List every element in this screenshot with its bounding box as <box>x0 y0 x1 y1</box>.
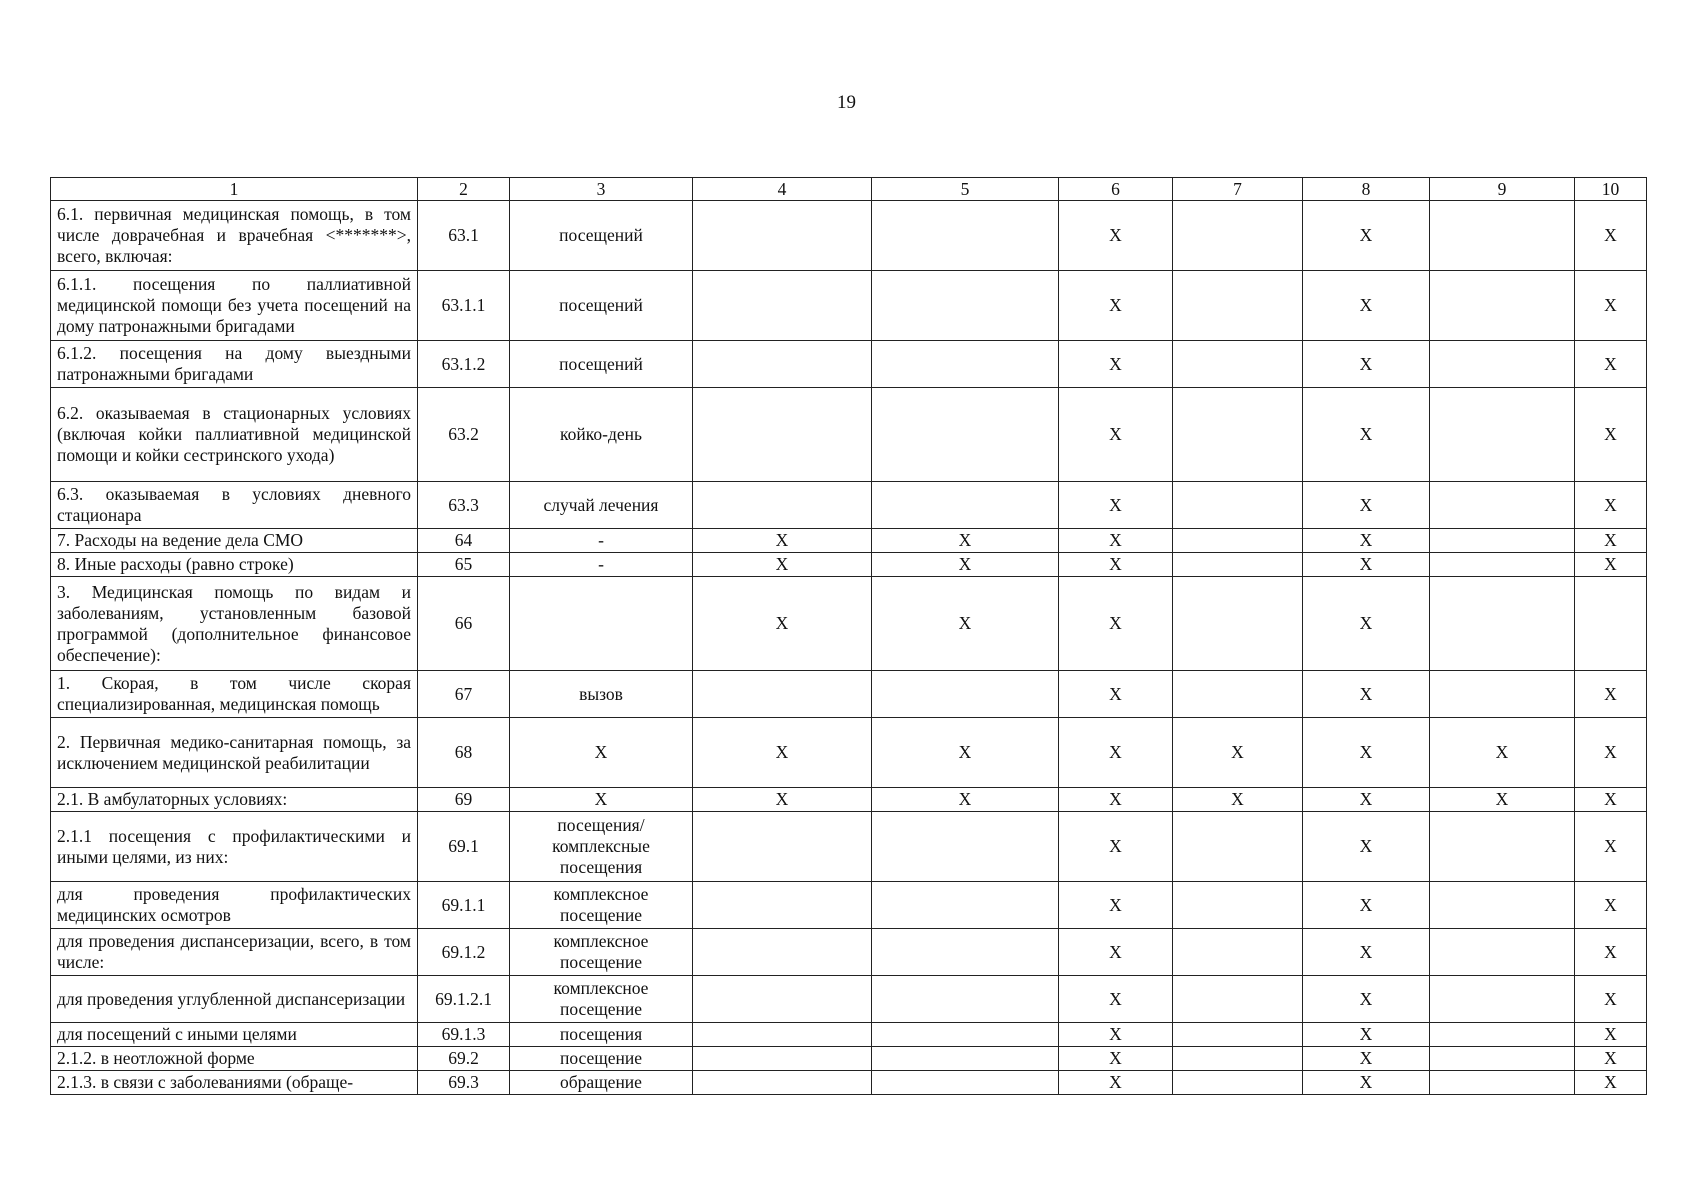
cell-col-4 <box>693 1023 872 1047</box>
row-code: 69.1.2.1 <box>418 976 510 1023</box>
row-code: 63.3 <box>418 482 510 529</box>
cell-col-5: X <box>872 788 1059 812</box>
cell-col-9 <box>1430 553 1575 577</box>
cell-col-10: X <box>1575 341 1647 388</box>
cell-col-7 <box>1173 929 1303 976</box>
cell-col-8: X <box>1303 1071 1430 1095</box>
column-number: 6 <box>1059 178 1173 201</box>
row-unit: посещений <box>510 201 693 271</box>
cell-col-8: X <box>1303 788 1430 812</box>
cell-col-6: X <box>1059 929 1173 976</box>
cell-col-5: X <box>872 577 1059 671</box>
row-unit: посещение <box>510 1047 693 1071</box>
row-name: 2.1. В амбулаторных условиях: <box>51 788 418 812</box>
row-unit <box>510 577 693 671</box>
column-number: 8 <box>1303 178 1430 201</box>
cell-col-9 <box>1430 577 1575 671</box>
cell-col-9 <box>1430 671 1575 718</box>
cell-col-4 <box>693 671 872 718</box>
page-number: 19 <box>837 92 856 113</box>
row-unit: случай лечения <box>510 482 693 529</box>
table-row <box>51 671 1647 718</box>
cell-col-9 <box>1430 482 1575 529</box>
row-code: 65 <box>418 553 510 577</box>
cell-col-10: X <box>1575 529 1647 553</box>
row-code: 67 <box>418 671 510 718</box>
row-code: 64 <box>418 529 510 553</box>
table-row <box>51 388 1647 482</box>
row-unit: комплексное посещение <box>510 929 693 976</box>
row-unit: X <box>510 788 693 812</box>
cell-col-7: X <box>1173 718 1303 788</box>
cell-col-4 <box>693 1047 872 1071</box>
column-number: 7 <box>1173 178 1303 201</box>
cell-col-7 <box>1173 388 1303 482</box>
cell-col-8: X <box>1303 1023 1430 1047</box>
cell-col-9 <box>1430 388 1575 482</box>
cell-col-6: X <box>1059 1047 1173 1071</box>
row-code: 63.1 <box>418 201 510 271</box>
row-unit: посещения <box>510 1023 693 1047</box>
table-row <box>51 529 1647 553</box>
cell-col-8: X <box>1303 553 1430 577</box>
cell-col-9 <box>1430 812 1575 882</box>
cell-col-4: X <box>693 529 872 553</box>
column-number: 4 <box>693 178 872 201</box>
table-row <box>51 788 1647 812</box>
cell-col-10: X <box>1575 671 1647 718</box>
row-name: 1. Скорая, в том числе скорая специализированная, медицинская помощь <box>51 671 418 718</box>
cell-col-8: X <box>1303 882 1430 929</box>
cell-col-6: X <box>1059 882 1173 929</box>
cell-col-6: X <box>1059 577 1173 671</box>
cell-col-7: X <box>1173 788 1303 812</box>
cell-col-10 <box>1575 577 1647 671</box>
cell-col-9 <box>1430 976 1575 1023</box>
cell-col-4 <box>693 812 872 882</box>
row-unit: X <box>510 718 693 788</box>
row-name: 6.1. первичная медицинская помощь, в том числе доврачебная и врачебная <*******>, всего, включая: <box>51 201 418 271</box>
cell-col-7 <box>1173 341 1303 388</box>
row-unit: посещений <box>510 271 693 341</box>
cell-col-8: X <box>1303 976 1430 1023</box>
cell-col-10: X <box>1575 929 1647 976</box>
financial-table <box>50 177 1647 1095</box>
cell-col-6: X <box>1059 271 1173 341</box>
column-number: 2 <box>418 178 510 201</box>
row-name: 6.2. оказываемая в стационарных условиях (включая койки паллиативной медицинской помощи и койки сестринского ухода) <box>51 388 418 482</box>
row-unit: комплексное посещение <box>510 976 693 1023</box>
row-unit: комплексное посещение <box>510 882 693 929</box>
cell-col-5 <box>872 1023 1059 1047</box>
table-row <box>51 482 1647 529</box>
cell-col-4 <box>693 1071 872 1095</box>
row-code: 66 <box>418 577 510 671</box>
cell-col-7 <box>1173 577 1303 671</box>
cell-col-8: X <box>1303 718 1430 788</box>
row-unit: обращение <box>510 1071 693 1095</box>
cell-col-10: X <box>1575 788 1647 812</box>
row-code: 69.3 <box>418 1071 510 1095</box>
cell-col-10: X <box>1575 1023 1647 1047</box>
cell-col-5: X <box>872 553 1059 577</box>
cell-col-8: X <box>1303 529 1430 553</box>
cell-col-9 <box>1430 341 1575 388</box>
cell-col-6: X <box>1059 671 1173 718</box>
cell-col-7 <box>1173 1023 1303 1047</box>
cell-col-8: X <box>1303 671 1430 718</box>
row-name: 2.1.3. в связи с заболеваниями (обраще- <box>51 1071 418 1095</box>
table-row <box>51 1071 1647 1095</box>
row-name: 3. Медицинская помощь по видам и заболеваниям, установленным базовой программой (дополнительное финансовое обеспечение): <box>51 577 418 671</box>
cell-col-4 <box>693 482 872 529</box>
row-code: 68 <box>418 718 510 788</box>
cell-col-7 <box>1173 271 1303 341</box>
column-number: 10 <box>1575 178 1647 201</box>
cell-col-9: X <box>1430 718 1575 788</box>
table-row <box>51 882 1647 929</box>
table-row <box>51 718 1647 788</box>
cell-col-7 <box>1173 529 1303 553</box>
cell-col-10: X <box>1575 201 1647 271</box>
row-code: 69 <box>418 788 510 812</box>
cell-col-6: X <box>1059 553 1173 577</box>
cell-col-6: X <box>1059 1071 1173 1095</box>
cell-col-9 <box>1430 201 1575 271</box>
row-unit: вызов <box>510 671 693 718</box>
cell-col-10: X <box>1575 976 1647 1023</box>
cell-col-5 <box>872 341 1059 388</box>
cell-col-8: X <box>1303 201 1430 271</box>
row-code: 69.2 <box>418 1047 510 1071</box>
row-name: 6.1.2. посещения на дому выездными патронажными бригадами <box>51 341 418 388</box>
cell-col-7 <box>1173 1071 1303 1095</box>
row-unit: койко-день <box>510 388 693 482</box>
cell-col-8: X <box>1303 929 1430 976</box>
row-code: 69.1 <box>418 812 510 882</box>
cell-col-4 <box>693 271 872 341</box>
row-name: 2.1.1 посещения с профилактическими и иными целями, из них: <box>51 812 418 882</box>
cell-col-6: X <box>1059 482 1173 529</box>
table-row <box>51 553 1647 577</box>
row-code: 69.1.3 <box>418 1023 510 1047</box>
table-body <box>51 201 1647 1095</box>
cell-col-9 <box>1430 1023 1575 1047</box>
cell-col-7 <box>1173 1047 1303 1071</box>
table-row <box>51 976 1647 1023</box>
cell-col-5 <box>872 388 1059 482</box>
table-row <box>51 341 1647 388</box>
cell-col-10: X <box>1575 718 1647 788</box>
cell-col-6: X <box>1059 788 1173 812</box>
cell-col-6: X <box>1059 976 1173 1023</box>
column-number: 9 <box>1430 178 1575 201</box>
row-name: 2.1.2. в неотложной форме <box>51 1047 418 1071</box>
cell-col-10: X <box>1575 882 1647 929</box>
cell-col-9 <box>1430 882 1575 929</box>
cell-col-4: X <box>693 788 872 812</box>
table-row <box>51 201 1647 271</box>
cell-col-10: X <box>1575 553 1647 577</box>
cell-col-5 <box>872 201 1059 271</box>
cell-col-4: X <box>693 553 872 577</box>
cell-col-5 <box>872 482 1059 529</box>
column-number-row <box>51 178 1647 201</box>
cell-col-9 <box>1430 529 1575 553</box>
row-name: 8. Иные расходы (равно строке) <box>51 553 418 577</box>
cell-col-8: X <box>1303 482 1430 529</box>
cell-col-8: X <box>1303 577 1430 671</box>
cell-col-6: X <box>1059 718 1173 788</box>
row-unit: - <box>510 529 693 553</box>
column-number: 1 <box>51 178 418 201</box>
table-row <box>51 1023 1647 1047</box>
cell-col-7 <box>1173 976 1303 1023</box>
cell-col-9 <box>1430 271 1575 341</box>
row-code: 63.1.1 <box>418 271 510 341</box>
cell-col-4: X <box>693 718 872 788</box>
cell-col-7 <box>1173 553 1303 577</box>
cell-col-6: X <box>1059 201 1173 271</box>
cell-col-7 <box>1173 482 1303 529</box>
row-name: для проведения профилактических медицинских осмотров <box>51 882 418 929</box>
cell-col-5 <box>872 671 1059 718</box>
row-name: 6.3. оказываемая в условиях дневного стационара <box>51 482 418 529</box>
column-number: 3 <box>510 178 693 201</box>
row-code: 63.1.2 <box>418 341 510 388</box>
cell-col-7 <box>1173 201 1303 271</box>
cell-col-6: X <box>1059 388 1173 482</box>
cell-col-9 <box>1430 1071 1575 1095</box>
row-code: 69.1.2 <box>418 929 510 976</box>
cell-col-4 <box>693 201 872 271</box>
column-number: 5 <box>872 178 1059 201</box>
cell-col-6: X <box>1059 812 1173 882</box>
cell-col-4 <box>693 929 872 976</box>
row-code: 63.2 <box>418 388 510 482</box>
table-row <box>51 1047 1647 1071</box>
row-name: 6.1.1. посещения по паллиативной медицинской помощи без учета посещений на дому патронажными бригадами <box>51 271 418 341</box>
table-row <box>51 812 1647 882</box>
cell-col-4: X <box>693 577 872 671</box>
cell-col-8: X <box>1303 341 1430 388</box>
row-unit: - <box>510 553 693 577</box>
row-unit: посещений <box>510 341 693 388</box>
row-name: для посещений с иными целями <box>51 1023 418 1047</box>
cell-col-5 <box>872 929 1059 976</box>
row-name: для проведения углубленной диспансеризации <box>51 976 418 1023</box>
cell-col-5 <box>872 812 1059 882</box>
cell-col-5: X <box>872 529 1059 553</box>
cell-col-4 <box>693 388 872 482</box>
cell-col-5: X <box>872 718 1059 788</box>
cell-col-5 <box>872 271 1059 341</box>
cell-col-10: X <box>1575 1047 1647 1071</box>
cell-col-7 <box>1173 812 1303 882</box>
table-row <box>51 577 1647 671</box>
cell-col-10: X <box>1575 271 1647 341</box>
cell-col-10: X <box>1575 812 1647 882</box>
row-name: для проведения диспансеризации, всего, в том числе: <box>51 929 418 976</box>
table-row <box>51 929 1647 976</box>
row-name: 7. Расходы на ведение дела СМО <box>51 529 418 553</box>
row-unit: посещения/комплексные посещения <box>510 812 693 882</box>
cell-col-6: X <box>1059 1023 1173 1047</box>
cell-col-10: X <box>1575 388 1647 482</box>
cell-col-9: X <box>1430 788 1575 812</box>
cell-col-4 <box>693 976 872 1023</box>
cell-col-9 <box>1430 929 1575 976</box>
cell-col-10: X <box>1575 1071 1647 1095</box>
cell-col-5 <box>872 1071 1059 1095</box>
cell-col-7 <box>1173 882 1303 929</box>
cell-col-4 <box>693 882 872 929</box>
cell-col-5 <box>872 976 1059 1023</box>
cell-col-9 <box>1430 1047 1575 1071</box>
row-code: 69.1.1 <box>418 882 510 929</box>
cell-col-5 <box>872 882 1059 929</box>
cell-col-8: X <box>1303 388 1430 482</box>
cell-col-4 <box>693 341 872 388</box>
cell-col-7 <box>1173 671 1303 718</box>
cell-col-5 <box>872 1047 1059 1071</box>
cell-col-8: X <box>1303 1047 1430 1071</box>
table-row <box>51 271 1647 341</box>
cell-col-6: X <box>1059 529 1173 553</box>
cell-col-10: X <box>1575 482 1647 529</box>
cell-col-8: X <box>1303 271 1430 341</box>
cell-col-6: X <box>1059 341 1173 388</box>
row-name: 2. Первичная медико-санитарная помощь, за исключением медицинской реабилитации <box>51 718 418 788</box>
cell-col-8: X <box>1303 812 1430 882</box>
